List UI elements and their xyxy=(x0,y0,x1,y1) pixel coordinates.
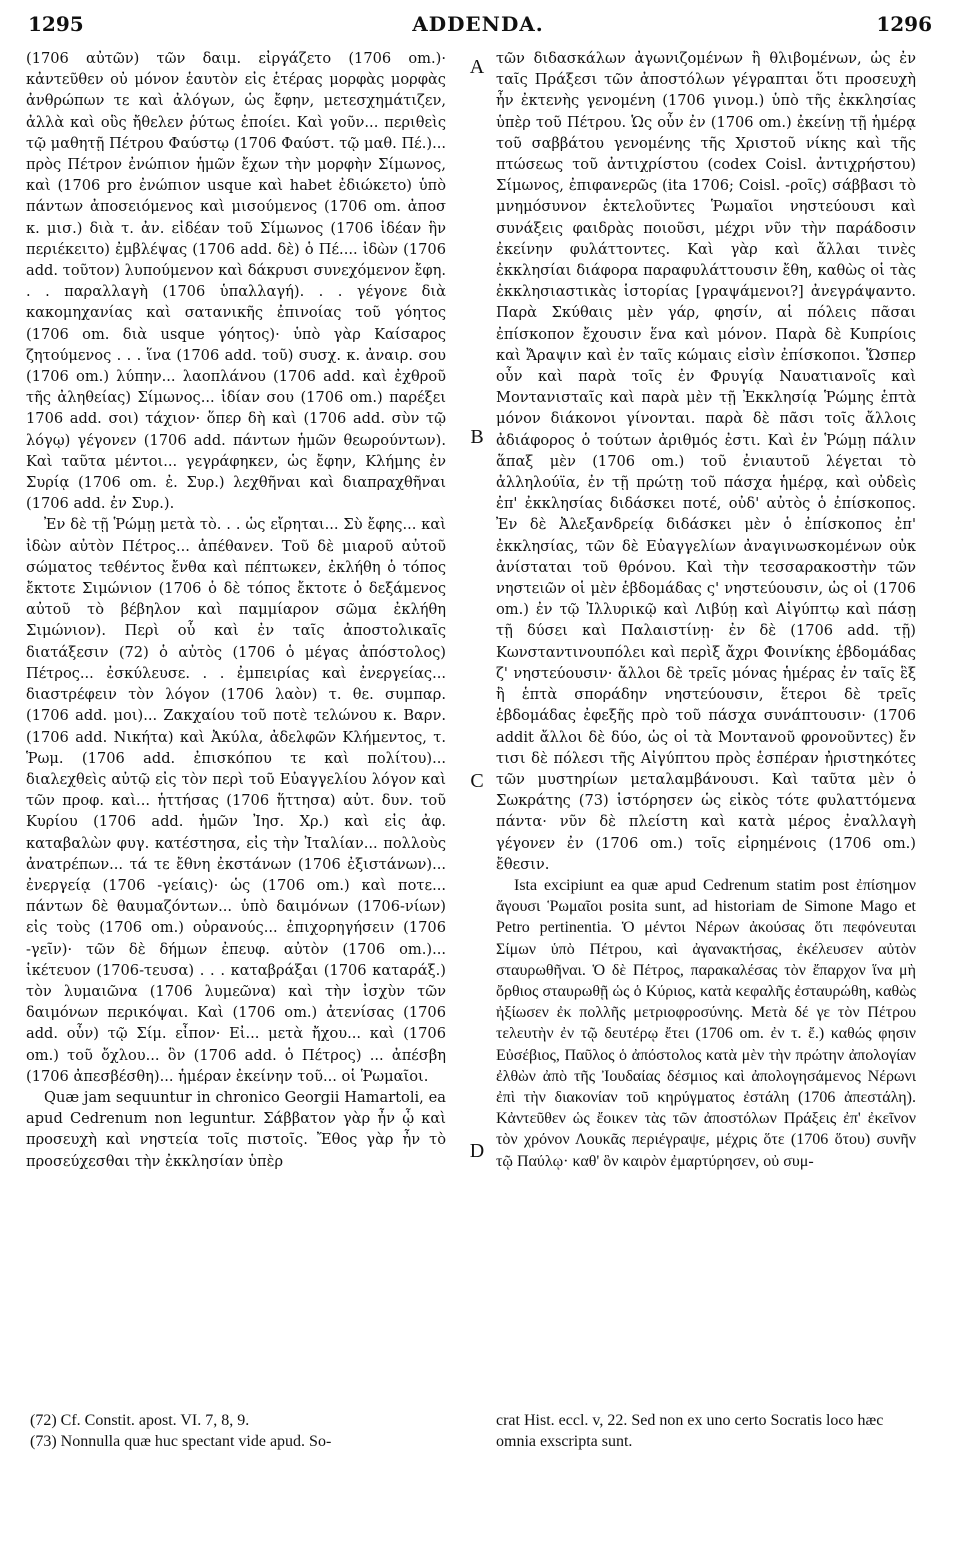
right-paragraph-1: τῶν διδασκάλων ἀγωνιζομένων ἢ θλιβομένων, ὡς ἐν ταῖς Πράξεσι τῶν ἀποστόλων γέγραπται ὅτι προσευχὴ ἦν ἐκτενὴς γενομένη (1706 γινομ.) ὑπὸ τῆς ἐκκλησίας ὑπὲρ τοῦ Πέτρου. Ὡς οὖν ἐν (1706 om.) ἐκείνῃ τῇ ἡμέρᾳ τοῦ σαββάτου γενομένης τῆς Χριστοῦ νίκης καὶ τῆς πτώσεως τοῦ ἀντιχρίστου (codex Coisl. ἀντιχρήστου) Σίμωνος, ἐπιφανερῶς (ita 1706; Coisl. -ροῖς) σάββασι τὸ μνημόσυνον ἐκτελοῦντες Ῥωμαῖοι νηστεύουσι καὶ συνάξεις φαιδρὰς ποιοῦσι, μέχρι νῦν τὴν παράδοσιν ἐκείνην φυλάττοντες. Καὶ γὰρ καὶ ἄλλαι τινὲς ἐκκλησίαι διάφορα παραφυλάττουσιν ἔθη, καθὼς οἱ τὰς ἐκκλησιαστικὰς ἱστορίας [γραψάμενοι?] ἀνεγράψαντο. Παρὰ Σκύθαις μὲν γάρ, φησίν, αἱ πόλεις πᾶσαι ἐπίσκοπον ἔχουσιν ἕνα καὶ μόνον. Παρὰ δὲ Κυπρίοις καὶ Ἄραψιν καὶ ἐν ταῖς κώμαις εἰσὶν ἐπίσκοποι. Ὥσπερ οὖν καὶ παρὰ τοῖς ἐν Φρυγίᾳ Ναυατιανοῖς καὶ Μοντανισταῖς καὶ παρὰ μὲν τῇ Ἐκκλησίᾳ Ῥώμης ἑπτὰ μόνον διάκονοι γίνονται. παρὰ δὲ πᾶσι τοῖς ἄλλοις ἀδιάφορος ὁ τούτων ἀριθμός ἐστι. Καὶ ἐν Ῥώμῃ πάλιν ἅπαξ μὲν (1706 om.) τοῦ ἐνιαυτοῦ λέγεται τὸ ἀλληλούϊα, ἐν τῇ πρώτῃ τοῦ πάσχα ἡμέρᾳ, καὶ οὐδεὶς ἐπ' ἐκκλησίας διδάσκει ποτέ, οὐδ' αὐτὸς ὁ ἐπίσκοπος. Ἐν δὲ Ἀλεξανδρείᾳ διδάσκει μὲν ὁ ἐπίσκοπος ἐπ' ἐκκλησίας, τῶν δὲ Εὐαγγελίων ἀναγινωσκομένων οὐκ ἀνίσταται τοῦ θρόνου. Καὶ τὴν τεσσαρακοστὴν τῶν νηστειῶν οἱ μὲν ἑβδομάδας ς' νηστεύουσιν, ὡς οἱ (1706 om.) ἐν τῷ Ἰλλυρικῷ καὶ Λιβύῃ καὶ Αἰγύπτῳ καὶ πάσῃ τῇ δύσει καὶ Παλαιστίνῃ· ἐν δὲ (1706 add. τῇ) Κωνσταντινουπόλει καὶ περὶξ ἄχρι Φοινίκης ἑβδομάδας ζ' νηστεύουσιν· ἄλλοι δὲ τρεῖς μόνας ἡμέρας ἐν ταῖς ἓξ ἢ ἑπτὰ σποράδην νηστεύουσιν, ἕτεροι δὲ τρεῖς ἑβδομάδας ἐφεξῆς πρὸ τοῦ πάσχα συνάπτουσιν· (1706 addit ἄλλοι δὲ δύο, ὡς οἱ τὰ Μοντανοῦ φρονοῦντες) ἔν τισι δὲ πόλεσι τῆς Αἰγύπτου πρὸς ἑσπέραν ἠριστηκότες τῶν μυστηρίων μεταλαμβάνουσι. Καὶ ταῦτα μὲν ὁ Σωκράτης (73) ἱστόρησεν ὡς εἰκὸς τότε φυλαττόμενα πάντα· νῦν δὲ πλείστη καὶ κατὰ μέρος ἐναλλαγὴ γέγονεν ἐν (1706 om.) τοῖς εἰρημένοις (1706 om.) ἔθεσιν. xyxy=(496,50,916,873)
left-paragraph-2: Ἐν δὲ τῇ Ῥώμῃ μετὰ τὸ. . . ὡς εἴρηται... Σὺ ἔφης... καὶ ἰδὼν αὐτὸν Πέτρος... ἀπέθανεν. Τοῦ δὲ μιαροῦ αὐτοῦ σώματος τεθέντος ἔνθα καὶ πέπτωκεν, ἐκλήθη ὁ τόπος ἔκτοτε Σιμώνιον (1706 ὁ δὲ τόπος ἔκτοτε ὁ δεξάμενος αὐτοῦ τὸ βέβηλον καὶ παμμίαρον σῶμα ἐκλήθη Σιμώνιον). Περὶ οὗ καὶ ἐν ταῖς ἀποστολικαῖς διατάξεσιν (72) ὁ αὐτὸς (1706 ὁ μέγας ἀπόστολος) Πέτρος... ἐσκύλευσε. . . ἐμπειρίας καὶ ἐνεργείας... διαστρέφειν τὸν λόγον (1706 λαὸν) τ. θε. συμπαρ. (1706 add. μοι)... Ζακχαίου τοῦ ποτὲ τελώνου κ. Βαρν. (1706 add. Νικήτα) καὶ Ἀκύλα, ἀδελφῶν Κλήμεντος, τ. Ῥωμ. (1706 add. ἐπισκόπου τε καὶ πολίτου)... διαλεχθεὶς αὐτῷ εἰς τὸν περὶ τοῦ Εὐαγγελίου λόγον καὶ τῶν προφ. καὶ... ἡττήσας (1706 ἥττησα) αὐτ. δυν. τοῦ Κυρίου (1706 add. ἡμῶν Ἰησ. Χρ.) καὶ εἰς ἀφ. καταβαλὼν φυγ. κατέστησα, εἰς τὴν Ἰταλίαν... πολλοὺς ἀνατρέπων... τά τε ἔθνη ἐκστάνων (1706 ἐξιστάνων)... ἐνεργείᾳ (1706 -γείαις)· ὡς (1706 om.) καὶ ποτε... πάντων δὲ θαυμαζόντων... ὑπὸ δαιμόνων (1706-νίων) εἰς τοὺς (1706 om.) οὐρανούς... ἐπιχορηγήσειν (1706 -γεῖν)· τῶν δὲ δήμων ἐπευφ. αὐτὸν (1706 om.)... ἱκέτευον (1706-τευσα) . . . καταβράξαι (1706 καταράξ.) τὸν λυμαιῶνα (1706 λυμεῶνα) καὶ τὴν ἰσχὺν τῶν δαιμόνων περικόψαι. Καὶ (1706 om.) ἀτενίσας (1706 add. οὖν) τῷ Σίμ. εἶπον· Εἰ... μετὰ ἤχου... καὶ (1706 om.) τοῦ ὄχλου... ὃν (1706 add. ὁ Πέτρος) ... ἀπέσβη (1706 ἀπεσβέσθη)... ἡμέραν ἐκείνην τοῦ... οἱ Ῥωμαῖοι. xyxy=(26,516,446,1085)
left-paragraph-1: (1706 αὐτῶν) τῶν δαιμ. εἰργάζετο (1706 om.)· κἀντεῦθεν οὐ μόνον ἑαυτὸν εἰς ἑτέρας μορφὰς μορφὰς ἀνθρώπων τε καὶ ἀλόγων, ὡς ἔφην, μετεσχημάτιζεν, ἀλλὰ καὶ οὓς ἤθελεν ῥύτως ἐποίει. Καὶ γοῦν... περιθεὶς τῷ μαθητῇ Πέτρου Φαύστῳ (1706 Φαύστ. τῷ μαθ. Πέ.)... πρὸς Πέτρον ἐνώπιον ἡμῶν ἔχων τὴν μορφὴν Σίμωνος, καὶ (1706 pro ἐνώπιον usque καὶ habet ἐδιώκετο) ὑπὸ πάντων ἀποσειόμενος καὶ μισούμενος (1706 om. ἀποσ κ. μισ.) διὰ τ. ἀν. εἰδέαν τοῦ Σίμωνος (1706 ἰδέαν ἣν περιέκειτο) ἐμβλέψας (1706 add. δὲ) ὁ Πέ.... ἰδὼν (1706 add. τοῦτον) λυπούμενον καὶ δάκρυσι συνεχόμενον ἔφη. . . παραλλαγὴ (1706 ὑπαλλαγή). . . γέγονε διὰ κακομηχανίας καὶ σατανικῆς ἐπινοίας τοῦ γόητος (1706 om. διὰ usque γόητος)· ὑπὸ γὰρ Καίσαρος ζητούμενος . . . ἵνα (1706 add. τοῦ) συσχ. κ. ἀναιρ. σου (1706 om.) λύπην... λαοπλάνου (1706 add. καὶ ἐχθροῦ τῆς ἀληθείας) Σίμωνος... ἰδίαν σου (1706 om.) παρέξει 1706 add. σοι) τάχιον· ὅπερ δὴ καὶ (1706 add. σὺν τῷ λόγῳ) γέγονεν (1706 add. πάντων ἡμῶν θεωρούντων). Καὶ ταῦτα μέντοι... γεγράφηκεν, ὡς ἔφην, Κλήμης ἐν Συρίᾳ (1706 om. ἐ. Συρ.) λεχθῆναι καὶ διαπραχθῆναι (1706 add. ἐν Συρ.). xyxy=(26,50,446,513)
right-paragraph-2: Ista excipiunt ea quæ apud Cedrenum statim post ἐπίσημον ἄγουσι Ῥωμαῖοι posita sunt, ad historiam de Simone Mago et Petro pertinentia. Ὁ μέντοι Νέρων ἀκούσας ὅτι πεφόνευται Σίμων ὑπὸ Πέτρου, καὶ ἀγανακτήσας, ἐκέλευσεν αὐτὸν σταυρωθῆναι. Ὁ δὲ Πέτρος, παρακαλέσας τὸν ἔπαρχον ἵνα μὴ ὄρθιος σταυρωθῇ ὡς ὁ Κύριος, κατὰ κεφαλῆς ἐσταυρώθη, καθὼς ἠξίωσεν ἐκ πολλῆς μετριοφροσύνης. Μετὰ δέ γε τὸν Πέτρου τελευτὴν ἐν τῷ δευτέρῳ ἔτει (1706 om. ἐν τ. ἔ.) καθώς φησιν Εὐσέβιος, Παῦλος ὁ ἀπόστολος κατὰ μὲν τὴν πρώτην ἀπολογίαν ἐλθὼν ἀπὸ τῆς Ἰουδαίας δέσμιος καὶ ἀπολογησάμενος Νέρωνι ἐπὶ τὴν διακονίαν τοῦ κηρύγματος ἐστάλη (1706 ἀπεστάλη). Κἀντεῦθεν ὡς ἔοικεν τὰς τῶν ἀποστόλων Πράξεις ἐπ' ἐκεῖνον τὸν χρόνον Λουκᾶς περιέγραψε, μέχρις ὅτε (1706 ὅτου) συνῆν τῷ Παύλῳ· καθ' ὃν καιρὸν ἐμαρτύρησεν, οὐ συμ- xyxy=(496,876,916,1170)
right-page-number: 1296 xyxy=(876,12,932,36)
footnote-73-continued: crat Hist. eccl. v, 22. Sed non ex uno certo Socratis loco hæc omnia exscripta sunt. xyxy=(496,1412,884,1450)
right-column xyxy=(496,48,916,1172)
running-head: ADDENDA. xyxy=(412,12,544,36)
footnote-72: (72) Cf. Constit. apost. VI. 7, 8, 9. xyxy=(30,1412,250,1429)
footnote-73: (73) Nonnulla quæ huc spectant vide apud. So- xyxy=(30,1433,332,1450)
left-page-number: 1295 xyxy=(28,12,84,36)
left-column xyxy=(26,48,446,1172)
footnotes-right xyxy=(496,1410,926,1452)
margin-marker-a: A xyxy=(469,56,485,78)
margin-marker-b: B xyxy=(470,426,484,448)
margin-marker-c: C xyxy=(470,770,484,792)
footnotes-left xyxy=(30,1410,460,1452)
left-paragraph-3: Quæ jam sequuntur in chronico Georgii Hamartoli, ea apud Cedrenum non leguntur. Σάββατον γὰρ ἦν ᾧ καὶ προσευχὴ καὶ νηστεία τοῖς πιστοῖς. Ἔθος γὰρ ἦν τὸ προσεύχεσθαι τὴν ἐκκλησίαν ὑπὲρ xyxy=(26,1088,446,1170)
margin-marker-d: D xyxy=(469,1140,485,1162)
